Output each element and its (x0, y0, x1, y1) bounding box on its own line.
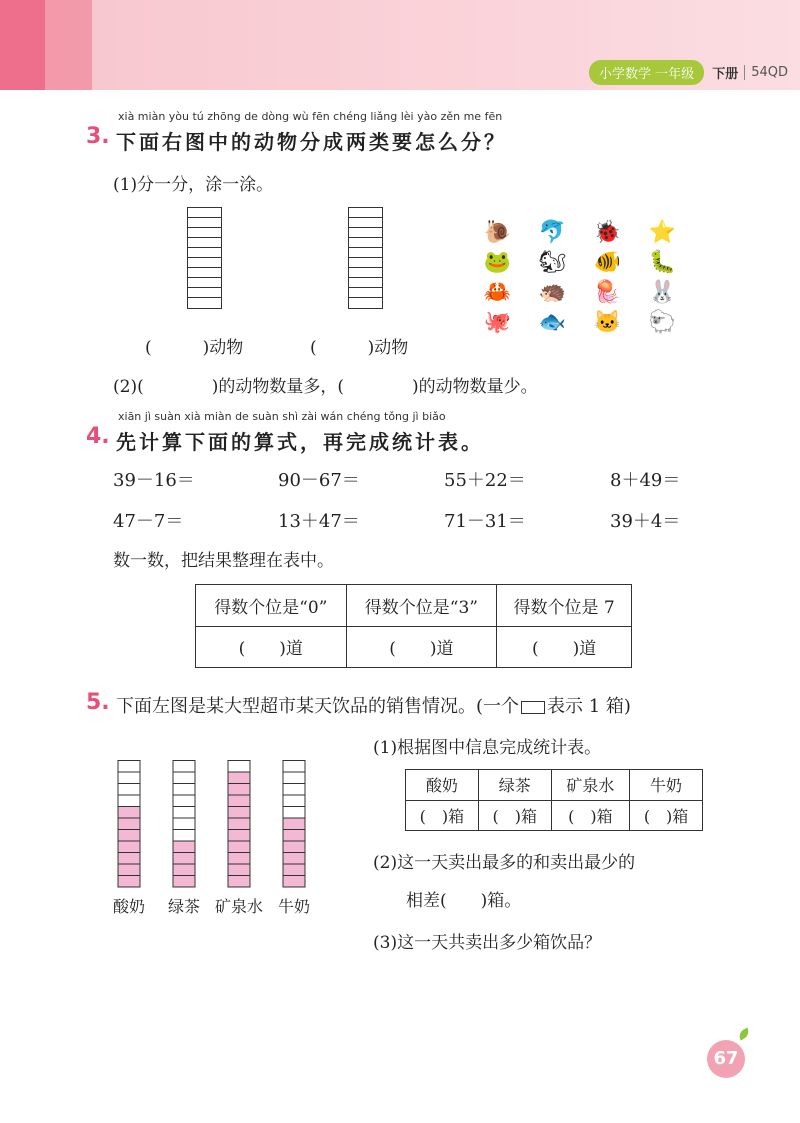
caterpillar-icon: 🐛 (648, 250, 677, 275)
bar-cell-filled (228, 876, 250, 888)
bar-cell-empty (283, 772, 305, 784)
rabbit-icon: 🐰 (648, 280, 677, 305)
category-label: 绿茶 (167, 897, 201, 916)
bar-cell-filled (118, 876, 140, 888)
category-label: 酸奶 (112, 897, 146, 916)
calc-item: 8＋49＝ (610, 470, 681, 491)
page-number: 67 (707, 1040, 745, 1078)
bar-cell-empty (118, 795, 140, 807)
bar-cell-empty (173, 818, 195, 830)
frog-icon: 🐸 (483, 250, 512, 275)
calc-item: 39＋4＝ (610, 511, 681, 532)
q3-label-right: ( )动物 (310, 338, 409, 358)
q5-title (116, 692, 631, 718)
answer-cell[interactable]: ( )箱 (478, 800, 551, 831)
bar-cell-filled (228, 784, 250, 796)
table-header: 绿茶 (478, 770, 551, 801)
bar-cell-filled (228, 830, 250, 842)
calc-item: 55＋22＝ (444, 470, 526, 491)
bar-cell-filled (283, 841, 305, 853)
octopus-icon: 🐙 (483, 310, 512, 335)
q5-bar-chart (108, 760, 328, 920)
table-header: 得数个位是“0” (196, 585, 347, 627)
q3-stack-left[interactable] (187, 207, 222, 309)
bar-cell-filled (228, 818, 250, 830)
table-header: 酸奶 (406, 770, 479, 801)
bar-cell-empty (173, 772, 195, 784)
bar-cell-filled (173, 841, 195, 853)
bar-cell-filled (228, 853, 250, 865)
table-header: 得数个位是“3” (346, 585, 497, 627)
q3-part2: (2)( )的动物数量多，( )的动物数量少。 (113, 377, 538, 397)
q3-part1: (1)分一分，涂一涂。 (113, 175, 274, 195)
calc-item: 13＋47＝ (278, 511, 360, 532)
bar-cell-empty (118, 772, 140, 784)
jellyfish-icon: 🪼 (593, 280, 622, 305)
sheep-icon: 🐑 (648, 310, 677, 335)
subject-badge: 小学数学 一年级 (589, 60, 704, 85)
bar-cell-filled (173, 876, 195, 888)
bar-cell-empty (283, 807, 305, 819)
answer-cell[interactable]: ( )箱 (630, 800, 703, 831)
q4-title: 先计算下面的算式，再完成统计表。 (116, 430, 484, 454)
answer-cell[interactable]: ( )道 (346, 626, 497, 668)
calc-item: 47－7＝ (113, 511, 184, 532)
answer-cell[interactable]: ( )箱 (551, 800, 629, 831)
q3-number: 3. (86, 124, 110, 149)
bar-cell-empty (173, 807, 195, 819)
snail-icon: 🐌 (483, 220, 512, 245)
bar-cell-filled (118, 818, 140, 830)
bar-cell-filled (283, 853, 305, 865)
q4-number: 4. (86, 424, 110, 449)
bar-cell-empty (283, 795, 305, 807)
unit-box-icon (521, 701, 545, 714)
q3-stack-right[interactable] (348, 207, 383, 309)
bar-cell-empty (173, 761, 195, 773)
volume-label: 下册 (712, 66, 739, 82)
q5-title-before: 下面左图是某大型超市某天饮品的销售情况。(一个 (116, 696, 520, 717)
table-header: 矿泉水 (551, 770, 629, 801)
answer-cell[interactable]: ( )道 (497, 626, 632, 668)
q4-pinyin: xiān jì suàn xià miàn de suàn shì zài wán chéng tǒng jì biǎo (118, 410, 446, 423)
tropical-fish-icon: 🐠 (593, 250, 622, 275)
q5-part2-line1: (2)这一天卖出最多的和卖出最少的 (373, 853, 636, 873)
hedgehog-icon: 🦔 (538, 280, 567, 305)
table-header: 得数个位是 7 (497, 585, 632, 627)
bar-cell-filled (283, 830, 305, 842)
bar-cell-filled (228, 807, 250, 819)
bar-cell-filled (173, 853, 195, 865)
bar-cell-empty (118, 761, 140, 773)
squirrel-icon: 🐿 (538, 250, 567, 275)
calc-item: 39－16＝ (113, 470, 195, 491)
table-header: 牛奶 (630, 770, 703, 801)
bar-cell-filled (228, 772, 250, 784)
bar-cell-filled (118, 830, 140, 842)
bar-cell-empty (173, 784, 195, 796)
answer-cell[interactable]: ( )箱 (406, 800, 479, 831)
ladybug-icon: 🐞 (593, 220, 622, 245)
crab-icon: 🦀 (483, 280, 512, 305)
cat-icon: 🐱 (593, 310, 622, 335)
bar-cell-empty (283, 784, 305, 796)
q4-stat-table (195, 584, 632, 668)
category-label: 牛奶 (277, 897, 311, 916)
q3-label-left: ( )动物 (145, 338, 244, 358)
bar-cell-filled (228, 841, 250, 853)
bar-cell-filled (118, 807, 140, 819)
bar-cell-filled (283, 876, 305, 888)
dolphin-icon: 🐬 (538, 220, 567, 245)
q5-part3: (3)这一天共卖出多少箱饮品？ (373, 933, 602, 953)
bar-cell-filled (173, 864, 195, 876)
bar-cell-filled (283, 818, 305, 830)
bar-cell-filled (228, 795, 250, 807)
bar-cell-empty (118, 784, 140, 796)
leaf-icon (737, 1028, 751, 1041)
bar-cell-filled (118, 841, 140, 853)
q5-number: 5. (86, 690, 110, 715)
q5-part2-line2: 相差( )箱。 (406, 891, 522, 911)
bar-cell-filled (118, 864, 140, 876)
q5-stat-table (405, 769, 703, 831)
grade-tag (589, 60, 788, 84)
bar-cell-filled (228, 864, 250, 876)
calc-item: 71－31＝ (444, 511, 526, 532)
bar-cell-empty (173, 795, 195, 807)
animal-grid (470, 218, 690, 338)
q5-part1: (1)根据图中信息完成统计表。 (373, 738, 602, 758)
bar-cell-empty (173, 830, 195, 842)
bar-cell-empty (283, 761, 305, 773)
bar-cell-empty (228, 761, 250, 773)
fish-icon: 🐟 (538, 310, 567, 335)
book-code: 54QD (744, 65, 788, 80)
calc-item: 90－67＝ (278, 470, 360, 491)
q3-pinyin: xià miàn yòu tú zhōng de dòng wù fēn chéng liǎng lèi yào zěn me fēn (118, 110, 503, 123)
answer-cell[interactable]: ( )道 (196, 626, 347, 668)
category-label: 矿泉水 (214, 897, 264, 916)
q5-title-after: 表示 1 箱) (547, 696, 631, 717)
q4-instruction: 数一数，把结果整理在表中。 (113, 551, 334, 571)
q3-title: 下面右图中的动物分成两类要怎么分？ (116, 130, 507, 154)
starfish-icon: ⭐ (648, 220, 677, 245)
bar-cell-filled (283, 864, 305, 876)
bar-cell-filled (118, 853, 140, 865)
